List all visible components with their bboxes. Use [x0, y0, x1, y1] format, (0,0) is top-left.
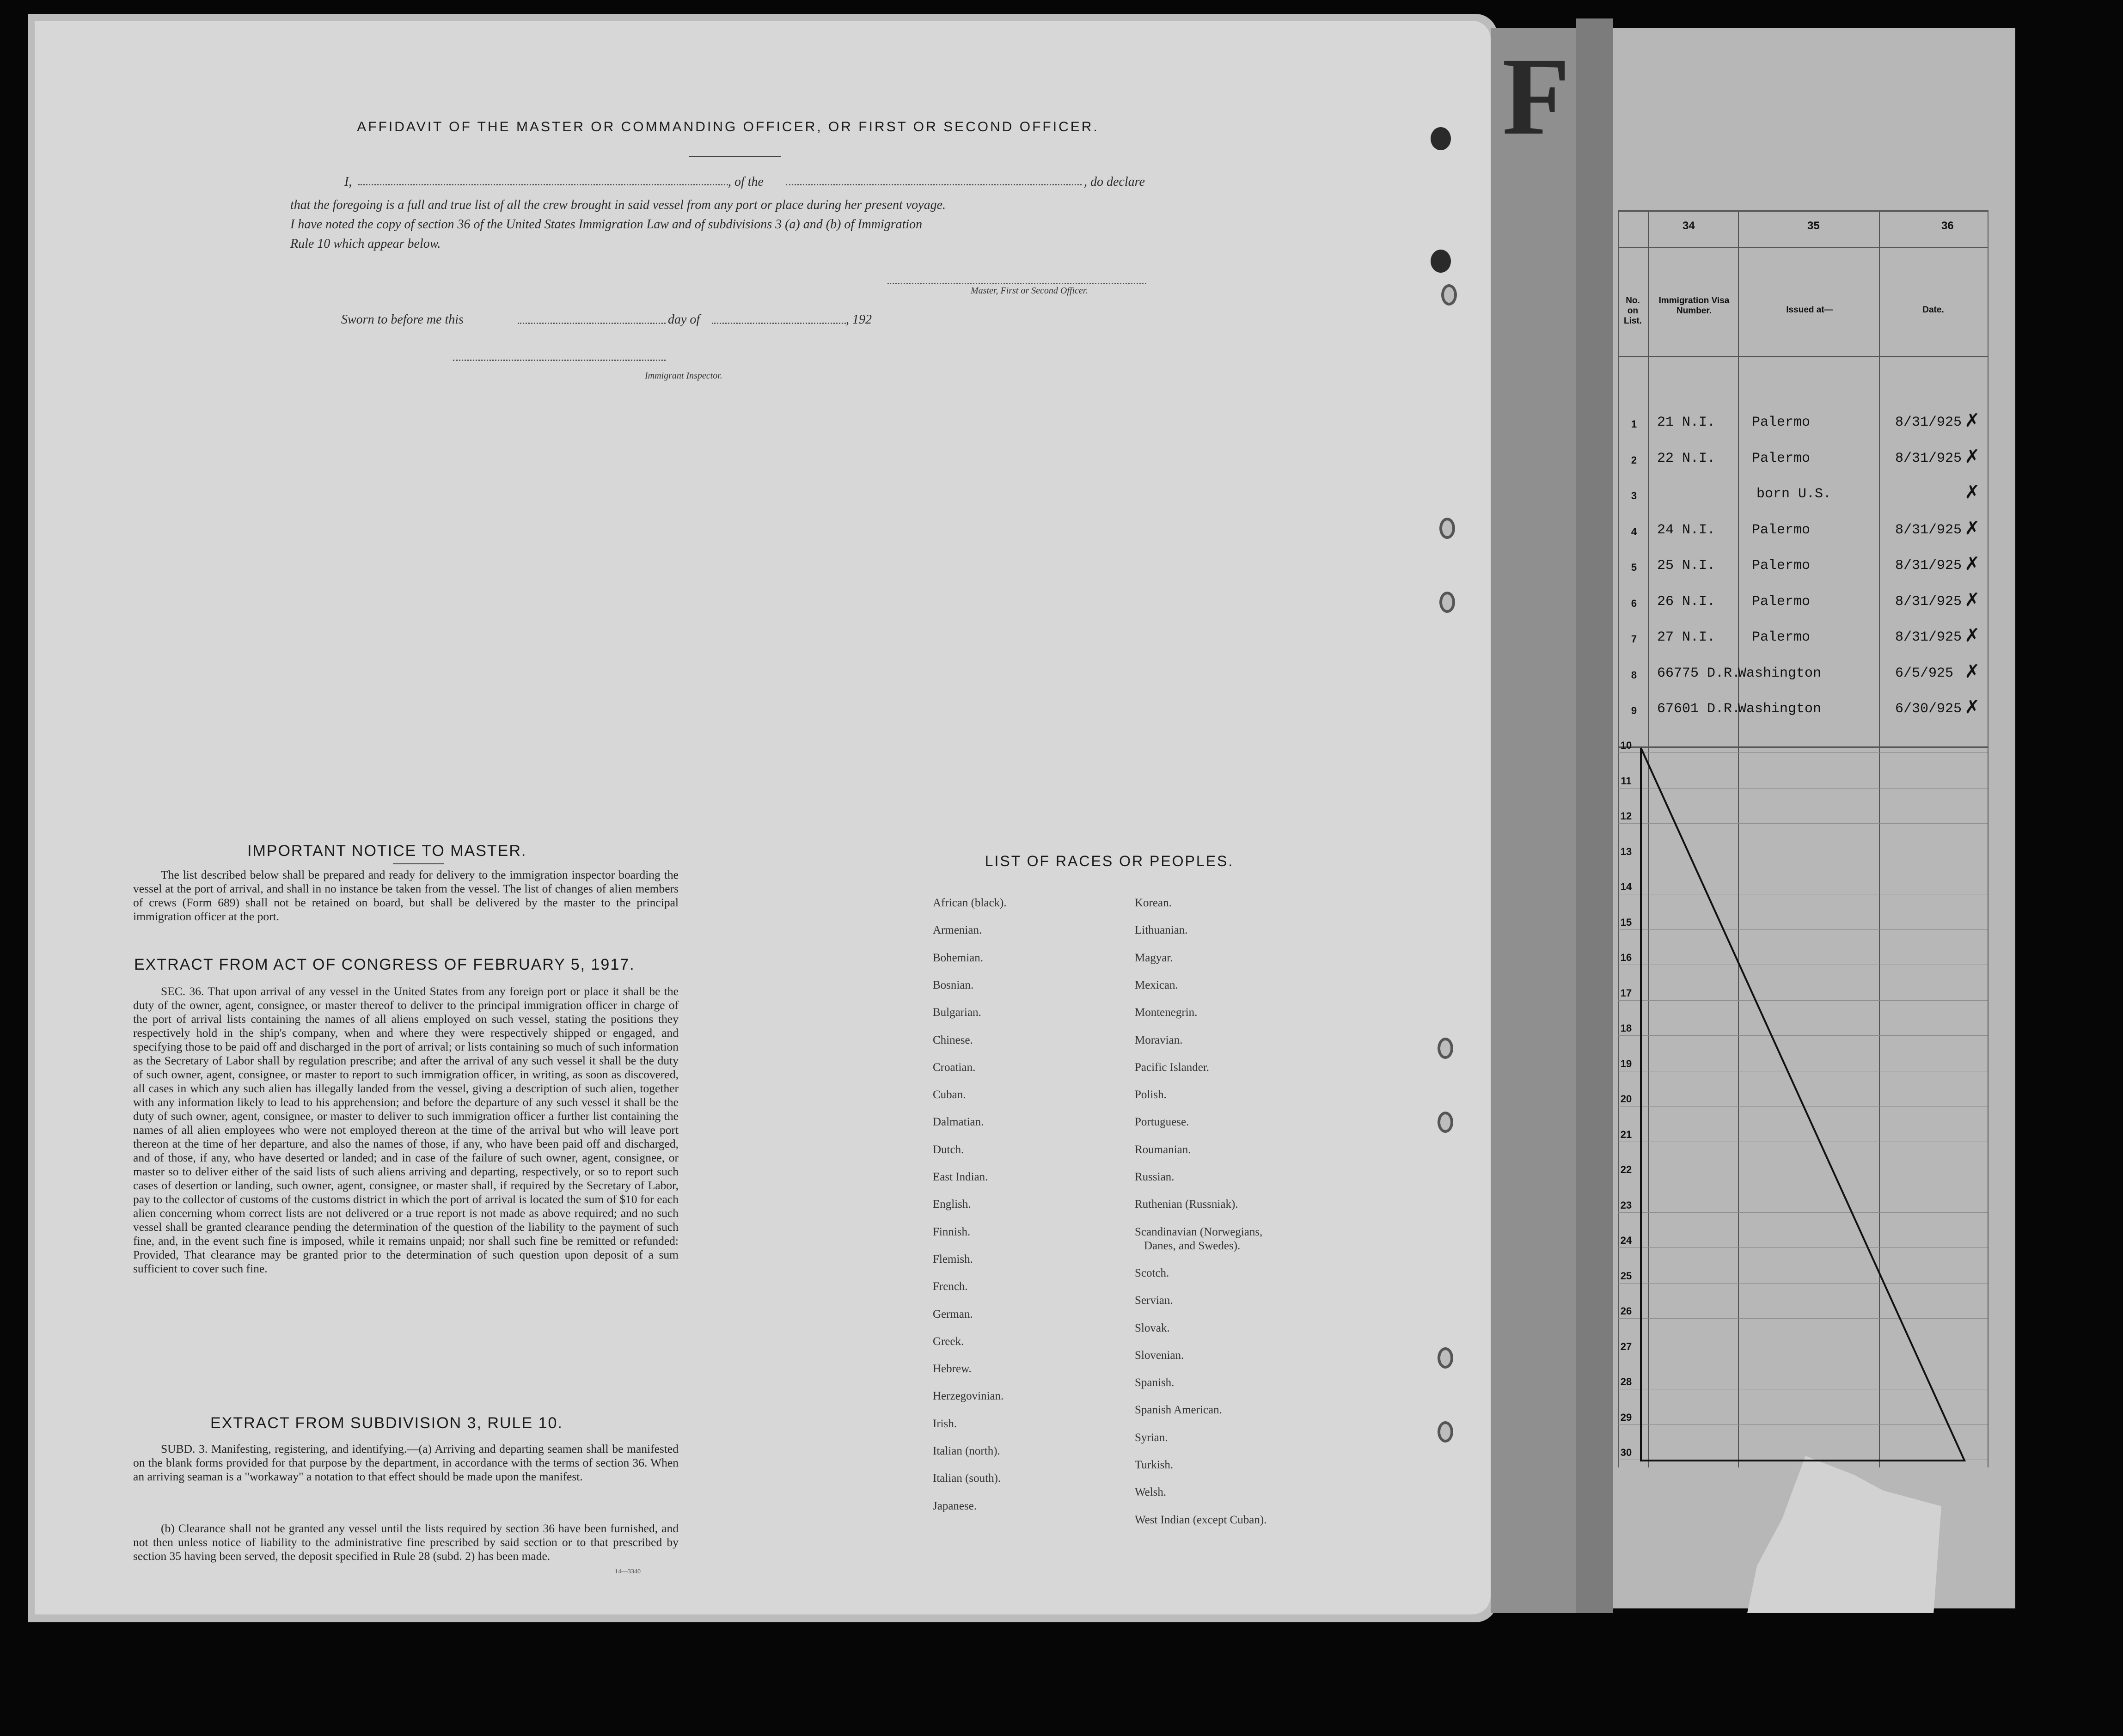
row-number: 17 — [1620, 987, 1632, 999]
races-title: LIST OF RACES OR PEOPLES. — [985, 853, 1234, 869]
month-line — [712, 323, 846, 324]
affidavit-i: I, — [344, 175, 352, 189]
race-item: Cuban. — [933, 1088, 966, 1101]
race-item: Spanish American. — [1135, 1404, 1222, 1417]
race-item: Armenian. — [933, 924, 982, 937]
race-item: Slovak. — [1135, 1321, 1170, 1334]
visa-number: 67601 D.R. — [1657, 701, 1741, 717]
visa-number: 24 N.I. — [1657, 522, 1716, 538]
row-number: 4 — [1631, 526, 1637, 538]
race-item: Bosnian. — [933, 978, 974, 991]
race-item: Chinese. — [933, 1033, 973, 1046]
race-item: Italian (north). — [933, 1445, 1000, 1457]
row-number: 26 — [1620, 1305, 1632, 1317]
sworn-label: Sworn to before me this — [341, 312, 464, 327]
row-number: 12 — [1620, 810, 1632, 822]
row-number: 29 — [1620, 1411, 1632, 1423]
row-number: 18 — [1620, 1022, 1632, 1034]
binder-hole — [1438, 1112, 1453, 1133]
rule-title: EXTRACT FROM SUBDIVISION 3, RULE 10. — [210, 1414, 563, 1432]
race-item: Bulgarian. — [933, 1006, 981, 1019]
act-text: SEC. 36. That upon arrival of any vessel in the United States from any foreign port or place it shall be the duty of the owner, agent, consignee, or master thereof to deliver to the principal immigration officer in charge of the port of arrival lists containing the names of all aliens employed on such vessel, stating the positions they respectively hold in the ship's company, when and where they were respectively shipped or engaged, and specifying those to be paid off and discharged in the port of arrival; or lists containing so much of such information as the Secretary of Labor shall by regulation prescribe; and after the arrival of any such vessel it shall be the duty of such owner, agent, consignee, or master to report to such immigration officer, in writing, as soon as discovered, all cases in which any such alien has illegally landed from the vessel, giving a description of such alien, together with any information likely to lead to his apprehension; and before the departure of any such vessel it shall be the duty of such owner, agent, consignee, or master to deliver to such immigration officer a further list containing the names of all alien employees who were not employed thereon at the time of the arrival but who will leave port thereon at the time of her departure, and also the names of those, if any, who have been paid off and discharged, and of those, if any, who have deserted or landed; and in case of the failure of such owner, agent, consignee, or master so to deliver either of the said lists of such aliens arriving and departing, respectively, or so to report such cases of desertion or landing, such owner, agent, consignee, or master shall, if required by the Secretary of Labor, pay to the collector of customs of the customs district in which the port of arrival is located the sum of $10 for each alien concerning whom correct lists are not delivered or a true report is not made as above required; and no such vessel shall be granted clearance pending the determination of the question of the liability to the payment of such fine, and, in the event such fine is imposed, while it remains unpaid; nor shall such fine be remitted or refunded: Provided, That clearance may be granted prior to the determination of such question upon deposit of a sum sufficient to cover such fine. — [133, 984, 679, 1275]
check-mark: ✗ — [1964, 517, 1980, 539]
race-item: Spanish. — [1135, 1376, 1175, 1389]
row-number: 28 — [1620, 1376, 1632, 1388]
row-number: 3 — [1631, 490, 1637, 501]
race-item: Danes, and Swedes). — [1144, 1239, 1241, 1252]
binder-hole — [1438, 1347, 1453, 1369]
row-number: 30 — [1620, 1447, 1632, 1458]
act-title: EXTRACT FROM ACT OF CONGRESS OF FEBRUARY 5, 1917. — [134, 956, 635, 973]
folded-strip-inner — [1576, 18, 1613, 1613]
race-item: Japanese. — [933, 1499, 977, 1512]
header-no-on-list: No. on List. — [1623, 296, 1642, 326]
issued-at: Palermo — [1752, 593, 1811, 610]
cancel-triangle — [1618, 740, 2034, 1525]
race-item: Servian. — [1135, 1294, 1173, 1307]
race-item: Welsh. — [1135, 1486, 1167, 1499]
check-mark: ✗ — [1964, 625, 1980, 646]
row-number: 8 — [1631, 669, 1637, 681]
row-number: 14 — [1620, 881, 1632, 892]
row-number: 7 — [1631, 633, 1637, 645]
affidavit-do-declare: , do declare — [1084, 175, 1145, 189]
column-number: 34 — [1682, 220, 1695, 232]
race-item: Ruthenian (Russniak). — [1135, 1198, 1238, 1211]
race-item: Croatian. — [933, 1061, 976, 1074]
race-item: Roumanian. — [1135, 1143, 1191, 1156]
affidavit-title: AFFIDAVIT OF THE MASTER OR COMMANDING OFFICER, OR FIRST OR SECOND OFFICER. — [357, 119, 1099, 134]
table-rule — [1618, 210, 1988, 212]
vessel-line — [786, 184, 1082, 185]
race-item: French. — [933, 1280, 968, 1293]
row-number: 16 — [1620, 952, 1632, 963]
date: 6/5/925 — [1895, 665, 1954, 681]
race-item: Italian (south). — [933, 1472, 1001, 1485]
visa-number: 25 N.I. — [1657, 558, 1716, 574]
race-item: Scandinavian (Norwegians, — [1135, 1225, 1263, 1238]
date: 8/31/925 — [1895, 450, 1962, 466]
check-mark: ✗ — [1964, 697, 1980, 718]
column-number: 36 — [1941, 220, 1954, 232]
race-item: Scotch. — [1135, 1266, 1169, 1279]
row-number: 6 — [1631, 597, 1637, 609]
signature-label: Master, First or Second Officer. — [971, 286, 1088, 296]
check-mark: ✗ — [1964, 589, 1980, 611]
race-item: Polish. — [1135, 1088, 1167, 1101]
tab-letter: F — [1502, 35, 1570, 158]
check-mark: ✗ — [1964, 410, 1980, 431]
column-number: 35 — [1807, 220, 1820, 232]
table-rule — [1618, 356, 1988, 357]
race-item: Lithuanian. — [1135, 924, 1188, 937]
visa-number: 66775 D.R. — [1657, 665, 1741, 681]
row-number: 19 — [1620, 1057, 1632, 1070]
date: 8/31/925 — [1895, 593, 1962, 610]
visa-number: 22 N.I. — [1657, 450, 1716, 466]
notice-title: IMPORTANT NOTICE TO MASTER. — [247, 842, 527, 860]
row-number: 9 — [1631, 705, 1637, 716]
cancel-line — [1641, 748, 1964, 1461]
issued-at: Palermo — [1752, 630, 1811, 645]
issued-at: Palermo — [1752, 558, 1811, 574]
form-code: 14—3340 — [615, 1568, 641, 1575]
race-item: Bohemian. — [933, 951, 984, 964]
row-number: 25 — [1620, 1270, 1632, 1282]
issued-at: born U.S. — [1756, 486, 1832, 502]
race-item: Korean. — [1135, 897, 1172, 909]
issued-at: Palermo — [1752, 450, 1811, 466]
table-rule — [1618, 247, 1988, 248]
race-item: Slovenian. — [1135, 1349, 1184, 1362]
inspector-line — [453, 360, 666, 361]
race-item: English. — [933, 1198, 971, 1211]
race-item: Greek. — [933, 1335, 964, 1348]
row-number: 10 — [1620, 740, 1632, 751]
row-number: 27 — [1620, 1340, 1632, 1352]
binder-hole — [1431, 250, 1451, 273]
rule-text-a: SUBD. 3. Manifesting, registering, and identifying.—(a) Arriving and departing seamen shall be manifested on the blank forms provided for that purpose by the department, in accordance with the terms of section 36. When an arriving seaman is a "workaway" a notation to that effect should be made upon the manifest. — [133, 1442, 679, 1483]
date: 8/31/925 — [1895, 630, 1962, 645]
race-item: Russian. — [1135, 1171, 1175, 1183]
row-number: 1 — [1631, 418, 1637, 430]
issued-at: Washington — [1738, 665, 1822, 681]
header-visa-number: Immigration Visa Number. — [1658, 296, 1730, 316]
issued-at: Palermo — [1752, 522, 1811, 538]
left-page — [35, 21, 1491, 1614]
signature-line — [887, 283, 1146, 284]
race-item: Dutch. — [933, 1143, 964, 1156]
visa-number: 27 N.I. — [1657, 630, 1716, 645]
row-number: 20 — [1620, 1093, 1632, 1105]
race-item: Magyar. — [1135, 951, 1173, 964]
affidavit-of-the: , of the — [728, 175, 764, 189]
issued-at: Washington — [1738, 701, 1822, 717]
row-number: 13 — [1620, 845, 1632, 857]
row-number: 23 — [1620, 1199, 1632, 1211]
race-item: Finnish. — [933, 1225, 971, 1238]
race-item: East Indian. — [933, 1171, 988, 1183]
notice-text: The list described below shall be prepared and ready for delivery to the immigration inspector boarding the vessel at the port of arrival, and shall in no instance be taken from the vessel. The list of changes of alien members of crews (Form 689) shall not be retained on board, but shall be delivered by the master to the principal immigration officer at the port. — [133, 868, 679, 923]
rule-text-b: (b) Clearance shall not be granted any vessel until the lists required by section 36 have been furnished, and not then unless notice of liability to the administrative fine prescribed by said section or to that prescribed by section 35 having been served, the deposit specified in Rule 28 (subd. 2) has been made. — [133, 1522, 679, 1563]
title-rule — [689, 156, 781, 157]
visa-number: 26 N.I. — [1657, 593, 1716, 610]
race-item: German. — [933, 1308, 973, 1320]
race-item: Portuguese. — [1135, 1116, 1189, 1129]
sworn-day-line — [518, 323, 666, 324]
binder-hole — [1441, 284, 1457, 306]
visa-number: 21 N.I. — [1657, 415, 1716, 430]
date: 8/31/925 — [1895, 558, 1962, 574]
race-item: Mexican. — [1135, 978, 1178, 991]
binder-hole — [1439, 592, 1455, 613]
binder-hole — [1431, 127, 1451, 150]
issued-at: Palermo — [1752, 415, 1811, 430]
date: 8/31/925 — [1895, 522, 1962, 538]
race-item: Montenegrin. — [1135, 1006, 1198, 1019]
row-number: 5 — [1631, 562, 1637, 573]
date: 6/30/925 — [1895, 701, 1962, 717]
notice-rule — [393, 863, 444, 864]
header-issued-at: Issued at— — [1786, 305, 1833, 315]
row-number: 11 — [1621, 775, 1632, 787]
date: 8/31/925 — [1895, 415, 1962, 430]
binder-hole — [1439, 518, 1455, 539]
check-mark: ✗ — [1964, 446, 1980, 467]
affidavit-line4: Rule 10 which appear below. — [290, 237, 441, 251]
year-label: , 192 — [846, 312, 872, 327]
header-date: Date. — [1922, 305, 1944, 315]
race-item: Pacific Islander. — [1135, 1061, 1210, 1074]
race-item: African (black). — [933, 897, 1007, 909]
binder-hole — [1438, 1421, 1453, 1443]
row-number: 21 — [1620, 1128, 1632, 1140]
race-item: Flemish. — [933, 1253, 973, 1265]
race-item: Dalmatian. — [933, 1116, 984, 1129]
check-mark: ✗ — [1964, 482, 1980, 503]
race-item: Turkish. — [1135, 1459, 1174, 1471]
race-item: Herzegovinian. — [933, 1390, 1004, 1403]
race-item: Moravian. — [1135, 1033, 1183, 1046]
race-item: Syrian. — [1135, 1431, 1168, 1444]
affidavit-line3: I have noted the copy of section 36 of the United States Immigration Law and of subdivisions 3 (a) and (b) of Immigration — [290, 217, 923, 232]
day-of-label: day of — [668, 312, 700, 327]
row-number: 24 — [1620, 1235, 1632, 1246]
race-item: Irish. — [933, 1417, 957, 1430]
row-number: 15 — [1620, 916, 1632, 928]
affidavit-line2: that the foregoing is a full and true list of all the crew brought in said vessel from any port or place during her present voyage. — [290, 198, 946, 212]
row-number: 2 — [1631, 454, 1637, 466]
row-number: 22 — [1620, 1164, 1632, 1175]
race-item: Hebrew. — [933, 1363, 972, 1375]
inspector-label: Immigrant Inspector. — [645, 371, 722, 381]
binder-hole — [1438, 1038, 1453, 1059]
race-item: West Indian (except Cuban). — [1135, 1513, 1267, 1526]
name-line — [358, 184, 728, 185]
check-mark: ✗ — [1964, 553, 1980, 575]
check-mark: ✗ — [1964, 660, 1980, 682]
